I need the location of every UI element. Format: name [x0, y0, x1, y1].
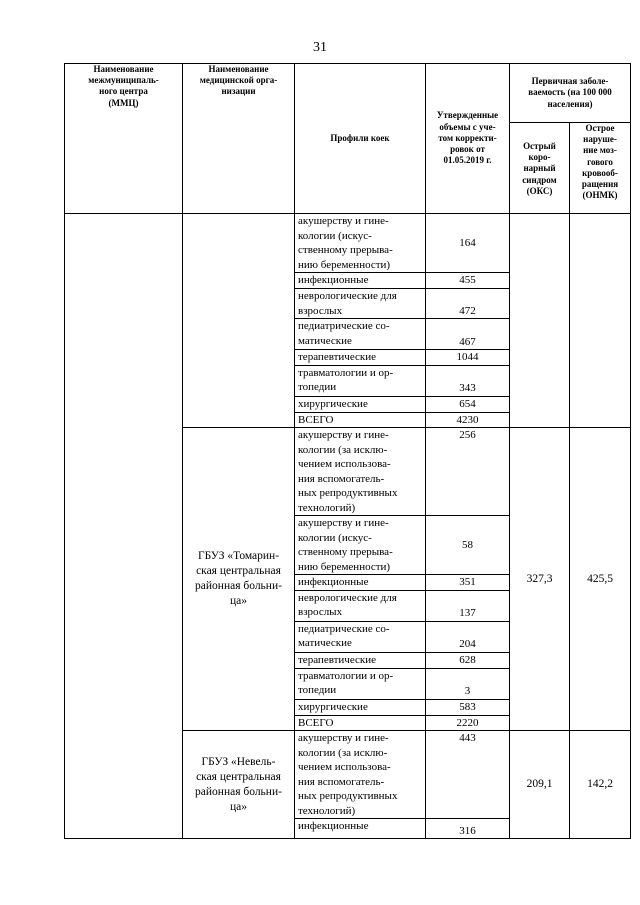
- header-primary-incidence: Первичная заболе- ваемость (на 100 000 населения): [510, 64, 631, 123]
- approved-volume-cell: 3: [426, 668, 510, 699]
- bed-profile-cell: ВСЕГО: [295, 715, 426, 731]
- approved-volume-cell: 2220: [426, 715, 510, 731]
- approved-volume-cell: 4230: [426, 412, 510, 428]
- approved-volume-cell: 256: [426, 428, 510, 516]
- header-approved-volumes: Утвержденные объемы с уче- том корректи- ровок от 01.05.2019 г.: [426, 64, 510, 214]
- organization-cell: ГБУЗ «Томарин- ская центральная районная больни- ца»: [183, 428, 295, 731]
- approved-volume-cell: 164: [426, 214, 510, 273]
- table-header: [65, 64, 631, 214]
- approved-volume-cell: 351: [426, 575, 510, 591]
- bed-profile-cell: неврологические для взрослых: [295, 590, 426, 621]
- bed-profile-cell: акушерству и гине- кологии (искус- ственному прерыва- нию беременности): [295, 516, 426, 575]
- approved-volume-cell: 583: [426, 699, 510, 715]
- approved-volume-cell: 137: [426, 590, 510, 621]
- table-row: [65, 214, 631, 273]
- onmk-incidence-cell: 142,2: [570, 731, 631, 839]
- bed-profile-cell: неврологические для взрослых: [295, 289, 426, 319]
- header-organization: Наименование медицинской орга- низации: [183, 64, 295, 214]
- approved-volume-cell: 343: [426, 365, 510, 396]
- bed-profile-cell: терапевтические: [295, 652, 426, 668]
- bed-profile-cell: инфекционные: [295, 819, 426, 839]
- approved-volume-cell: 1044: [426, 350, 510, 366]
- bed-profile-cell: акушерству и гине- кологии (искус- ственному прерыва- нию беременности): [295, 214, 426, 273]
- mmc-cell: [65, 214, 183, 839]
- oks-incidence-cell: [510, 214, 570, 428]
- bed-profile-cell: терапевтические: [295, 350, 426, 366]
- approved-volume-cell: 472: [426, 289, 510, 319]
- bed-profile-cell: инфекционные: [295, 273, 426, 289]
- approved-volume-cell: 316: [426, 819, 510, 839]
- approved-volume-cell: 455: [426, 273, 510, 289]
- approved-volume-cell: 628: [426, 652, 510, 668]
- bed-profile-cell: педиатрические со- матические: [295, 319, 426, 350]
- onmk-incidence-cell: 425,5: [570, 428, 631, 731]
- header-onmk: Острое наруше- ние моз- гового кровооб- ращения (ОНМК): [570, 123, 631, 214]
- bed-profile-cell: педиатрические со- матические: [295, 621, 426, 652]
- table-body: [65, 214, 631, 839]
- approved-volume-cell: 467: [426, 319, 510, 350]
- bed-profile-cell: ВСЕГО: [295, 412, 426, 428]
- oks-incidence-cell: 209,1: [510, 731, 570, 839]
- header-bed-profiles: Профили коек: [295, 64, 426, 214]
- bed-profile-cell: травматологии и ор- топедии: [295, 365, 426, 396]
- bed-profile-cell: хирургические: [295, 699, 426, 715]
- onmk-incidence-cell: [570, 214, 631, 428]
- approved-volume-cell: 654: [426, 396, 510, 412]
- organization-cell: [183, 214, 295, 428]
- bed-profile-cell: акушерству и гине- кологии (за исклю- чением использова- ния вспомогатель- ных репродуктивных технологий): [295, 731, 426, 819]
- approved-volume-cell: 58: [426, 516, 510, 575]
- page-number: 31: [313, 40, 327, 55]
- header-mmc: Наименование межмуниципаль- ного центра (ММЦ): [65, 64, 183, 214]
- approved-volume-cell: 204: [426, 621, 510, 652]
- approved-volume-cell: 443: [426, 731, 510, 819]
- bed-profile-cell: травматологии и ор- топедии: [295, 668, 426, 699]
- bed-profile-cell: инфекционные: [295, 575, 426, 591]
- oks-incidence-cell: 327,3: [510, 428, 570, 731]
- bed-profile-cell: акушерству и гине- кологии (за исклю- чением использова- ния вспомогатель- ных репродуктивных технологий): [295, 428, 426, 516]
- organization-cell: ГБУЗ «Невель- ская центральная районная больни- ца»: [183, 731, 295, 839]
- bed-volumes-table: [64, 63, 631, 839]
- header-oks: Острый коро- нарный синдром (ОКС): [510, 123, 570, 214]
- bed-profile-cell: хирургические: [295, 396, 426, 412]
